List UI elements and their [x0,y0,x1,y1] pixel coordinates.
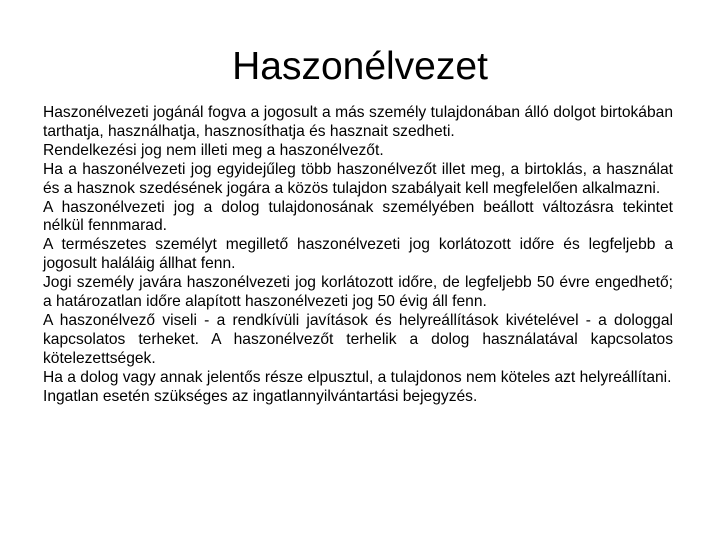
paragraph: Ha a haszonélvezeti jog egyidejűleg több haszonélvezőt illet meg, a birtoklás, a használat és a hasznok szedésének jogára a közös tulajdon szabályait kell megfelelően alkalmazni. [43,160,673,197]
paragraph: Rendelkezési jog nem illeti meg a haszonélvezőt. [43,141,384,159]
slide-title: Haszonélvezet [232,45,488,88]
paragraph: Ha a dolog vagy annak jelentős része elpusztul, a tulajdonos nem köteles azt helyreállítani. [43,368,672,386]
paragraph: Haszonélvezeti jogánál fogva a jogosult a más személy tulajdonában álló dolgot birtokában tarthatja, használhatja, hasznosíthatja és hasznait szedheti. [43,104,673,140]
paragraph: Jogi személy javára haszonélvezeti jog korlátozott időre, de legfeljebb 50 évre engedhető; a határozatlan időre alapított haszonélvezeti jog 50 évig áll fenn. [43,274,673,311]
slide-body [43,104,673,407]
paragraph: Ingatlan esetén szükséges az ingatlannyilvántartási bejegyzés. [43,387,478,405]
paragraph: A haszonélvezeti jog a dolog tulajdonosának személyében beállott változásra tekintet nélkül fennmarad. [43,198,673,235]
paragraph: A haszonélvező viseli - a rendkívüli javítások és helyreállítások kivételével - a dologgal kapcsolatos terheket. A haszonélvezőt terhelik a dolog használatával kapcsolatos kötelezettségek. [43,311,673,367]
paragraph: A természetes személyt megillető haszonélvezeti jog korlátozott időre és legfeljebb a jogosult haláláig állhat fenn. [43,236,673,273]
